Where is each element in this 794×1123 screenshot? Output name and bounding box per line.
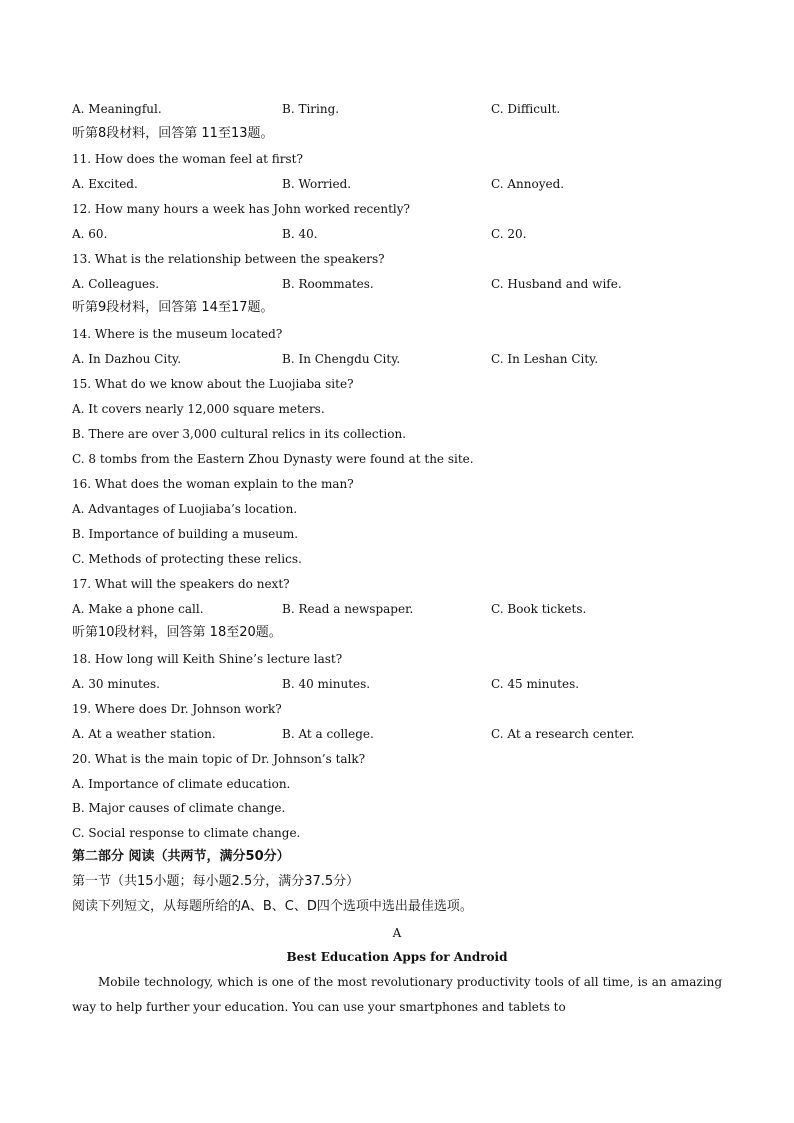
section-9-instruction: 听第9段材料，回答第 14至17题。 — [72, 300, 274, 315]
q13-option-c: C. Husband and wife. — [491, 277, 622, 291]
section-8-instruction: 听第8段材料，回答第 11至13题。 — [72, 126, 274, 141]
q12-option-b: B. 40. — [282, 227, 318, 241]
q10-option-c: C. Difficult. — [491, 102, 561, 116]
q17-option-c: C. Book tickets. — [491, 602, 587, 616]
q17-option-a: A. Make a phone call. — [72, 602, 204, 616]
q13-option-a: A. Colleagues. — [72, 277, 160, 291]
q17-option-b: B. Read a newspaper. — [282, 602, 414, 616]
q19-stem: 19. Where does Dr. Johnson work? — [72, 702, 282, 716]
q11-stem: 11. How does the woman feel at first? — [72, 152, 303, 166]
q18-stem: 18. How long will Keith Shine’s lecture last? — [72, 652, 343, 666]
q13-option-b: B. Roommates. — [282, 277, 374, 291]
q12-option-a: A. 60. — [72, 227, 108, 241]
q15-option-a: A. It covers nearly 12,000 square meters. — [72, 402, 325, 416]
q18-option-b: B. 40 minutes. — [282, 677, 371, 691]
q15-option-b: B. There are over 3,000 cultural relics in its collection. — [72, 427, 407, 441]
q18-option-a: A. 30 minutes. — [72, 677, 160, 691]
q14-option-b: B. In Chengdu City. — [282, 352, 401, 366]
q18-option-c: C. 45 minutes. — [491, 677, 580, 691]
part-2-heading: 第二部分 阅读（共两节，满分50分） — [72, 849, 290, 864]
q19-option-b: B. At a college. — [282, 727, 374, 741]
q13-stem: 13. What is the relationship between the speakers? — [72, 252, 385, 266]
q14-option-c: C. In Leshan City. — [491, 352, 599, 366]
q11-option-c: C. Annoyed. — [491, 177, 565, 191]
q12-stem: 12. How many hours a week has John worked recently? — [72, 202, 410, 216]
q15-stem: 15. What do we know about the Luojiaba site? — [72, 377, 354, 391]
q14-option-a: A. In Dazhou City. — [72, 352, 182, 366]
q16-option-c: C. Methods of protecting these relics. — [72, 552, 302, 566]
q10-option-b: B. Tiring. — [282, 102, 340, 116]
q15-option-c: C. 8 tombs from the Eastern Zhou Dynasty were found at the site. — [72, 452, 474, 466]
section-10-instruction: 听第10段材料，回答第 18至20题。 — [72, 625, 282, 640]
q12-option-c: C. 20. — [491, 227, 527, 241]
q20-option-b: B. Major causes of climate change. — [72, 801, 286, 815]
q16-stem: 16. What does the woman explain to the man? — [72, 477, 354, 491]
q16-option-b: B. Importance of building a museum. — [72, 527, 299, 541]
q19-option-c: C. At a research center. — [491, 727, 635, 741]
q19-option-a: A. At a weather station. — [72, 727, 216, 741]
q16-option-a: A. Advantages of Luojiaba’s location. — [72, 502, 298, 516]
reading-instruction: 阅读下列短文，从每题所给的A、B、C、D四个选项中选出最佳选项。 — [72, 899, 473, 914]
q11-option-a: A. Excited. — [72, 177, 138, 191]
q10-option-a: A. Meaningful. — [72, 102, 162, 116]
section-1-heading: 第一节（共15小题；每小题2.5分，满分37.5分） — [72, 874, 360, 889]
q14-stem: 14. Where is the museum located? — [72, 327, 283, 341]
passage-title: Best Education Apps for Android — [286, 950, 508, 964]
passage-label: A — [392, 926, 402, 940]
q20-option-a: A. Importance of climate education. — [72, 777, 291, 791]
q11-option-b: B. Worried. — [282, 177, 352, 191]
passage-paragraph: Mobile technology, which is one of the most revolutionary productivity tools of all time, is an amazing way to help further your education. You can use your smartphones and tablets to — [72, 975, 722, 1014]
q20-option-c: C. Social response to climate change. — [72, 826, 301, 840]
q20-stem: 20. What is the main topic of Dr. Johnson’s talk? — [72, 752, 366, 766]
q17-stem: 17. What will the speakers do next? — [72, 577, 290, 591]
